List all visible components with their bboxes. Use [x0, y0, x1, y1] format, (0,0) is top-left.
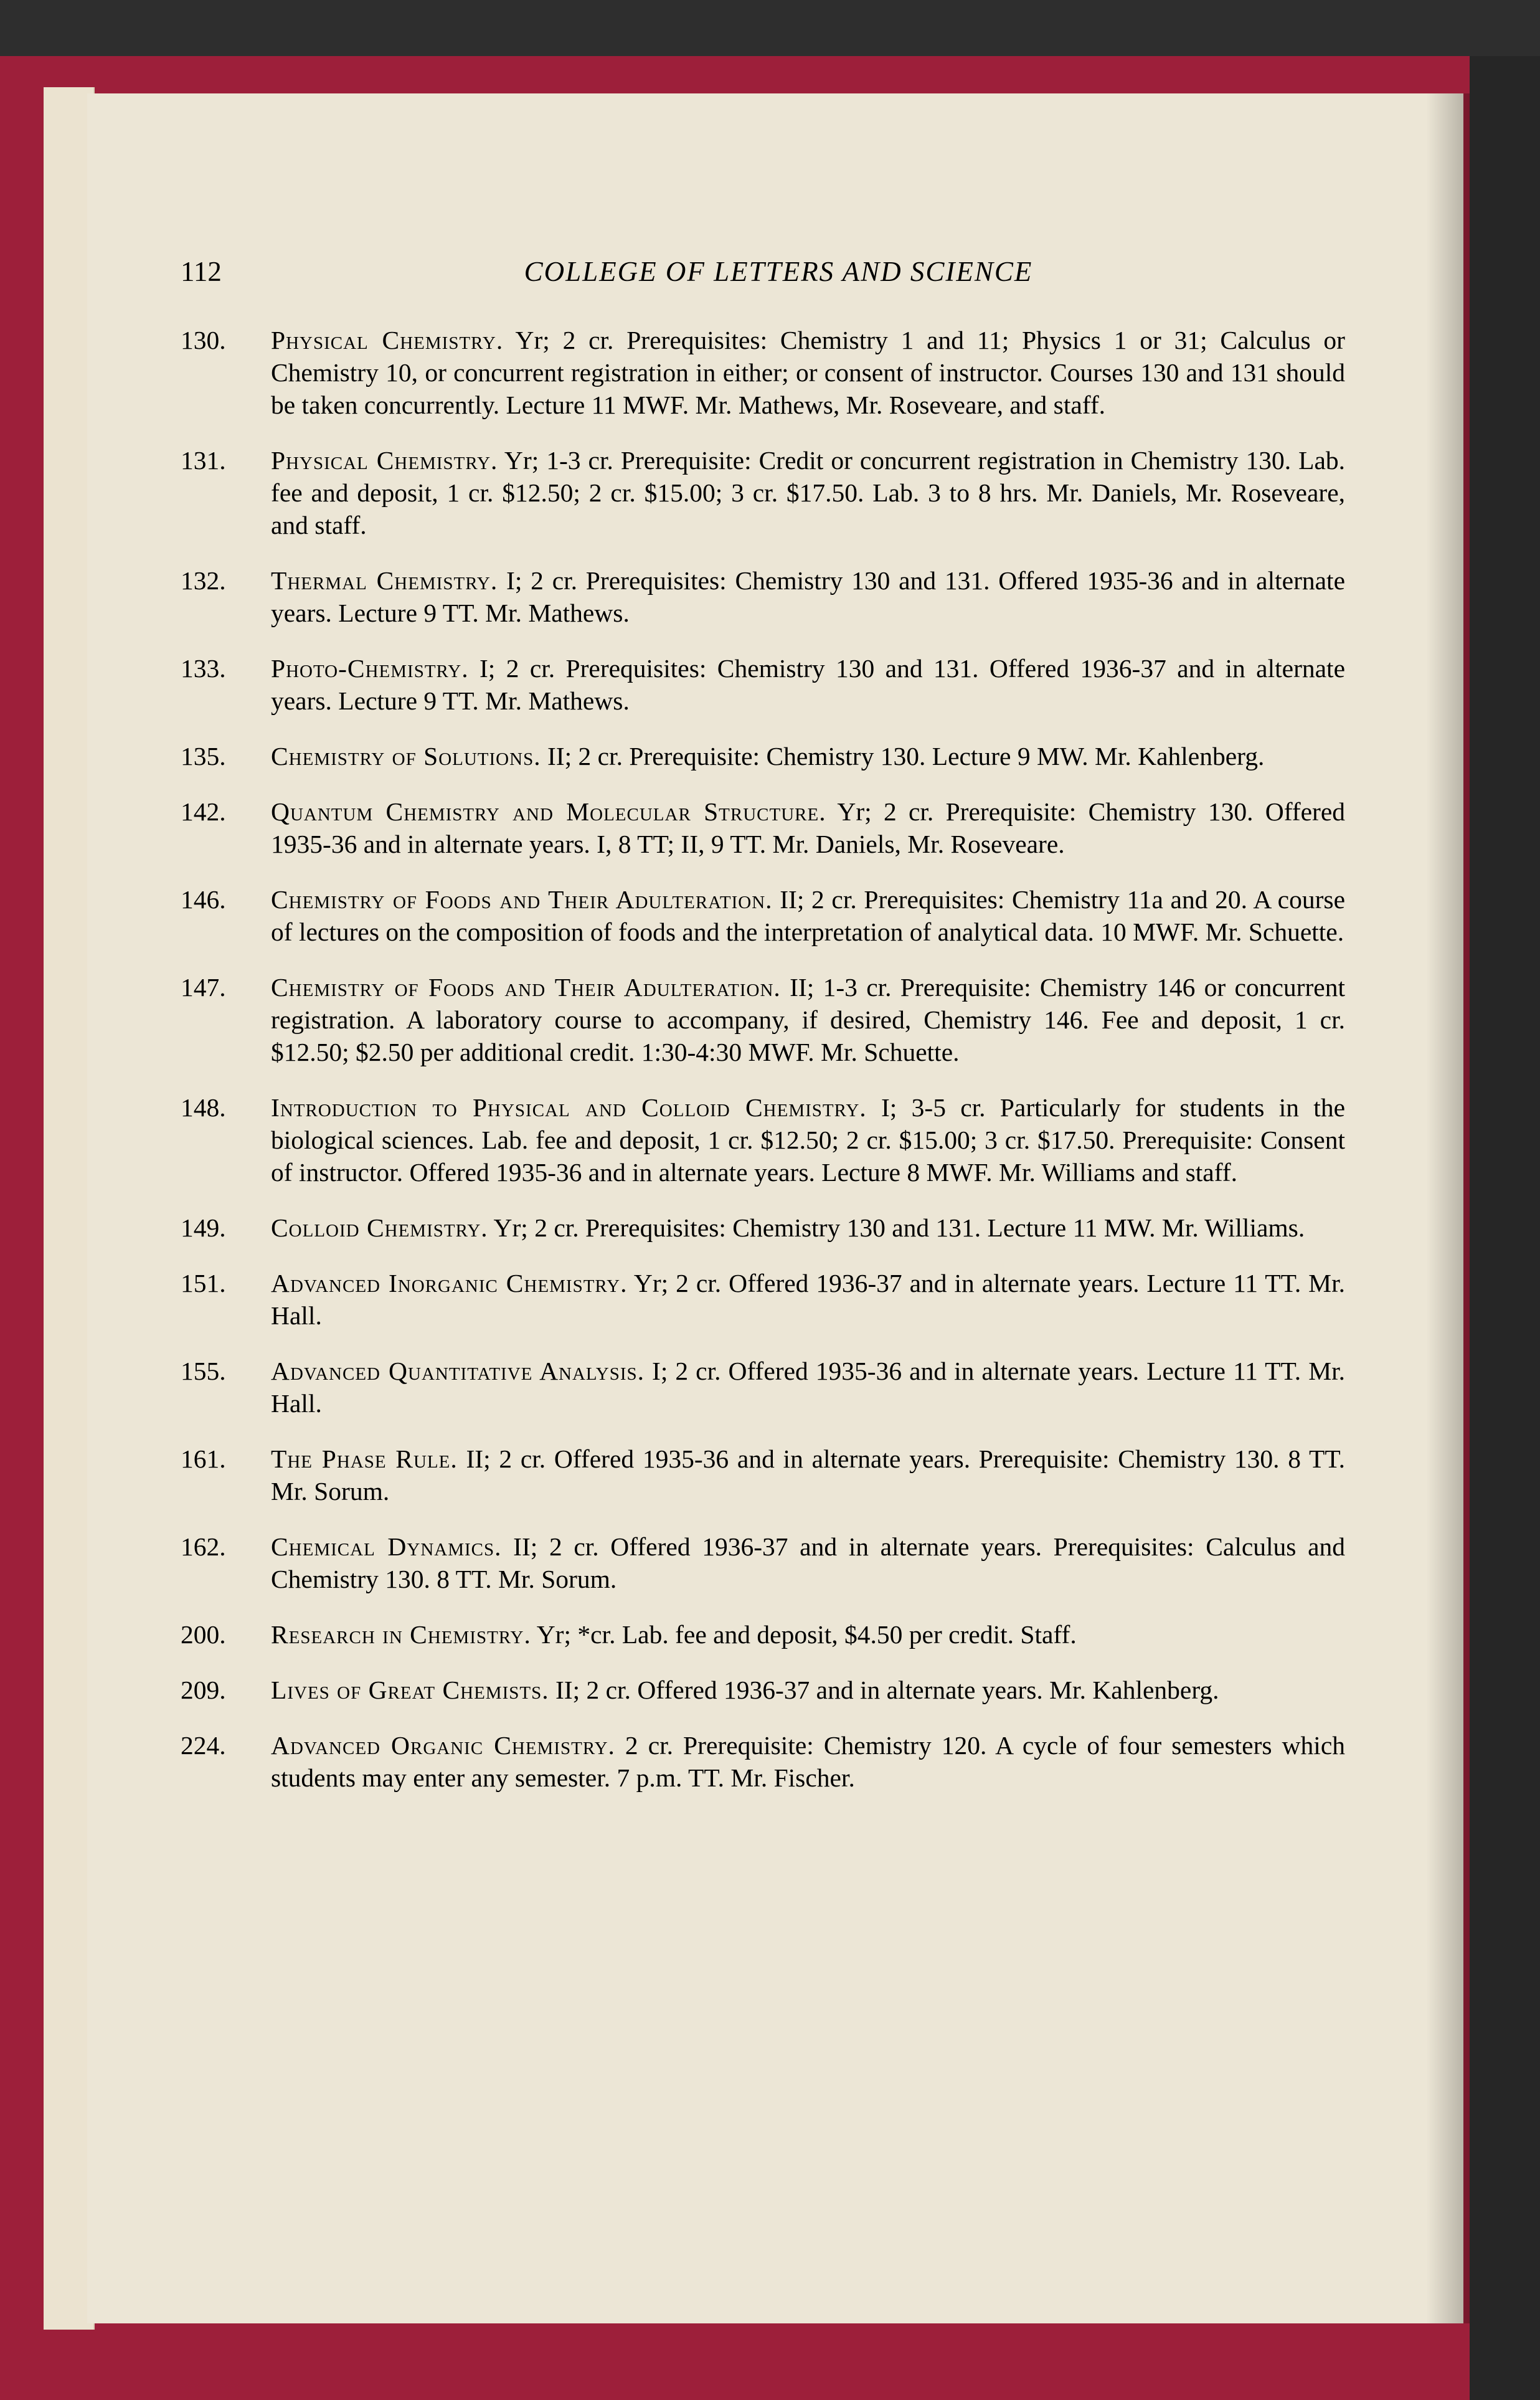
course-title: Advanced Organic Chemistry.: [271, 1731, 615, 1760]
course-number: 161.: [181, 1444, 226, 1473]
course-title: Chemistry of Solutions.: [271, 742, 541, 771]
course-number: 162.: [181, 1532, 226, 1561]
page-number: 112: [181, 256, 222, 287]
course-list: [181, 324, 1345, 1817]
course-entry: [181, 795, 1345, 860]
course-entry: [181, 1355, 1345, 1420]
course-number: 131.: [181, 446, 226, 475]
course-entry: [181, 1212, 1345, 1244]
course-number: 148.: [181, 1093, 226, 1122]
course-description: Yr; 2 cr. Prerequisites: Chemistry 130 and 131. Lecture 11 MW. Mr. Williams.: [493, 1213, 1305, 1242]
course-description: Yr; 2 cr. Prerequisite: Chemistry 130. Offered 1935-36 and in alternate years. I, 8 TT; II, 9 TT. Mr. Daniels, Mr. Roseveare.: [271, 797, 1345, 858]
course-description: I; 3-5 cr. Particularly for students in the biological sciences. Lab. fee and deposit, 1 cr. $12.50; 2 cr. $15.00; 3 cr. $17.50. Prerequisite: Consent of instructor. Offered 1935-36 and in alternate years. Lecture 8 MWF. Mr. Williams and staff.: [271, 1093, 1345, 1187]
course-number: 130.: [181, 326, 226, 354]
course-description: Yr; 2 cr. Prerequisites: Chemistry 1 and 11; Physics 1 or 31; Calculus or Chemistry 10, or concurrent registration in either; or consent of instructor. Courses 130 and 131 should be taken concurrently. Lecture 11 MWF. Mr. Mathews, Mr. Roseveare, and staff.: [271, 326, 1345, 419]
course-title: Photo-Chemistry.: [271, 654, 469, 683]
course-entry: [181, 1530, 1345, 1595]
course-number: 151.: [181, 1269, 226, 1297]
scanner-background: [0, 0, 1540, 56]
course-entry: [181, 444, 1345, 541]
course-number: 135.: [181, 742, 226, 771]
course-description: 2 cr. Prerequisite: Chemistry 120. A cycle of four semesters which students may enter any semester. 7 p.m. TT. Mr. Fischer.: [271, 1731, 1345, 1792]
course-number: 146.: [181, 885, 226, 914]
course-title: Chemistry of Foods and Their Adulteration.: [271, 885, 773, 914]
course-description: II; 2 cr. Offered 1936-37 and in alternate years. Prerequisites: Calculus and Chemistry 130. 8 TT. Mr. Sorum.: [271, 1532, 1346, 1593]
course-entry: [181, 1729, 1345, 1794]
course-description: II; 2 cr. Prerequisites: Chemistry 11a and 20. A course of lectures on the composition of foods and the interpretation of analytical data. 10 MWF. Mr. Schuette.: [271, 885, 1345, 946]
course-description: I; 2 cr. Prerequisites: Chemistry 130 and 131. Offered 1935-36 and in alternate years. Lecture 9 TT. Mr. Mathews.: [271, 566, 1346, 627]
course-number: 133.: [181, 654, 226, 683]
course-number: 200.: [181, 1620, 226, 1649]
cover-edge: [1470, 56, 1540, 2400]
gutter-shadow: [1426, 93, 1470, 2323]
course-title: Advanced Inorganic Chemistry.: [271, 1269, 628, 1297]
course-description: II; 1-3 cr. Prerequisite: Chemistry 146 or concurrent registration. A laboratory course to accompany, if desired, Chemistry 146. Fee and deposit, 1 cr. $12.50; $2.50 per additional credit. 1:30-4:30 MWF. Mr. Schuette.: [271, 973, 1345, 1066]
running-head: COLLEGE OF LETTERS AND SCIENCE: [524, 256, 1033, 287]
course-description: II; 2 cr. Prerequisite: Chemistry 130. Lecture 9 MW. Mr. Kahlenberg.: [547, 742, 1265, 771]
course-description: II; 2 cr. Offered 1936-37 and in alternate years. Mr. Kahlenberg.: [555, 1676, 1219, 1704]
course-entry: [181, 971, 1345, 1068]
course-entry: [181, 564, 1345, 629]
course-title: Quantum Chemistry and Molecular Structure.: [271, 797, 826, 826]
course-number: 209.: [181, 1676, 226, 1704]
course-entry: [181, 324, 1345, 421]
course-number: 155.: [181, 1357, 226, 1385]
course-number: 147.: [181, 973, 226, 1002]
course-title: Lives of Great Chemists.: [271, 1676, 549, 1704]
course-title: Physical Chemistry.: [271, 326, 504, 354]
course-description: II; 2 cr. Offered 1935-36 and in alternate years. Prerequisite: Chemistry 130. 8 TT. Mr. Sorum.: [271, 1444, 1345, 1506]
course-entry: [181, 1618, 1345, 1651]
course-entry: [181, 740, 1345, 772]
course-title: Thermal Chemistry.: [271, 566, 498, 595]
course-title: Physical Chemistry.: [271, 446, 498, 475]
course-description: Yr; 1-3 cr. Prerequisite: Credit or concurrent registration in Chemistry 130. Lab. fee and deposit, 1 cr. $12.50; 2 cr. $15.00; 3 cr. $17.50. Lab. 3 to 8 hrs. Mr. Daniels, Mr. Roseveare, and staff.: [271, 446, 1346, 539]
course-title: Advanced Quantitative Analysis.: [271, 1357, 645, 1385]
course-entry: [181, 1443, 1345, 1507]
course-title: Chemical Dynamics.: [271, 1532, 502, 1561]
course-description: Yr; 2 cr. Offered 1936-37 and in alternate years. Lecture 11 TT. Mr. Hall.: [271, 1269, 1345, 1330]
course-title: Introduction to Physical and Colloid Chemistry.: [271, 1093, 867, 1122]
course-entry: [181, 1267, 1345, 1332]
course-entry: [181, 883, 1345, 948]
course-title: Chemistry of Foods and Their Adulteration.: [271, 973, 781, 1002]
course-title: Colloid Chemistry.: [271, 1213, 488, 1242]
course-entry: [181, 1674, 1345, 1706]
course-description: I; 2 cr. Prerequisites: Chemistry 130 and 131. Offered 1936-37 and in alternate years. Lecture 9 TT. Mr. Mathews.: [271, 654, 1346, 715]
course-number: 142.: [181, 797, 226, 826]
page-header: [181, 255, 1376, 299]
course-entry: [181, 1091, 1345, 1188]
course-number: 224.: [181, 1731, 226, 1760]
course-description: I; 2 cr. Offered 1935-36 and in alternate years. Lecture 11 TT. Mr. Hall.: [271, 1357, 1345, 1418]
course-number: 132.: [181, 566, 226, 595]
course-entry: [181, 652, 1345, 717]
course-description: Yr; *cr. Lab. fee and deposit, $4.50 per credit. Staff.: [536, 1620, 1077, 1649]
course-title: Research in Chemistry.: [271, 1620, 531, 1649]
course-title: The Phase Rule.: [271, 1444, 458, 1473]
course-number: 149.: [181, 1213, 226, 1242]
